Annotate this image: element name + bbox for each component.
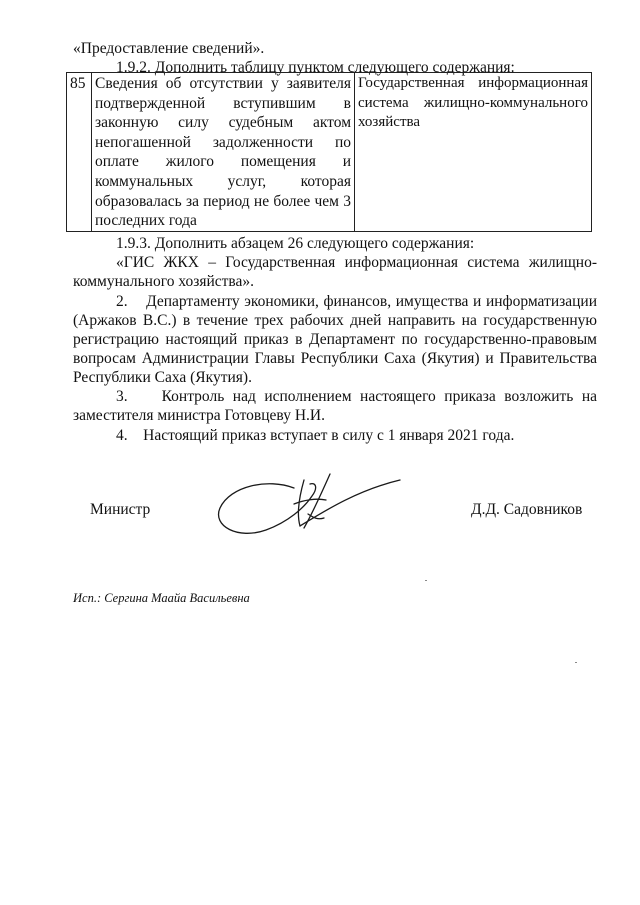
clause-2-line: 2. Департаменту экономики, финансов, имущества и информатизации <box>116 293 597 310</box>
header-line: «Предоставление сведений». <box>73 40 265 57</box>
clause-4-line: 4. Настоящий приказ вступает в силу с 1 января 2021 года. <box>116 427 515 444</box>
item-1-9-3: 1.9.3. Дополнить абзацем 26 следующего содержания: <box>116 235 475 252</box>
description-line: законную силу судебным актом <box>95 114 351 132</box>
description-line: образовалась за период не более чем 3 <box>95 192 351 210</box>
clause-3-line: 3. Контроль над исполнением настоящего приказа возложить на <box>116 388 597 405</box>
clause-2-line: (Аржаков В.С.) в течение трех рабочих дней направить на государственную <box>73 312 597 329</box>
description-line: Сведения об отсутствии у заявителя <box>95 75 351 92</box>
gis-paragraph-line: коммунального хозяйства». <box>73 273 255 290</box>
scan-speck <box>425 580 427 581</box>
signer-position: Министр <box>90 501 151 518</box>
item-1-9-2: 1.9.2. Дополнить таблицу пунктом следующего содержания: <box>116 59 515 76</box>
clause-2-line: Республики Саха (Якутия). <box>73 369 252 386</box>
clause-3-line: заместителя министра Готовцеву Н.И. <box>73 407 325 424</box>
description-line: оплате жилого помещения и <box>95 153 351 171</box>
clause-2-line: вопросам Администрации Главы Республики Саха (Якутия) и Правительства <box>73 350 597 367</box>
clause-2-line: регистрацию настоящий приказ в Департамент по государственно-правовым <box>73 331 597 348</box>
source-line: система жилищно-коммунального <box>358 94 588 111</box>
executor-note: Исп.: Сергина Маайа Васильевна <box>73 591 250 605</box>
description-line: коммунальных услуг, которая <box>95 172 351 190</box>
description-line: непогашенной задолженности по <box>95 133 351 151</box>
description-line: подтвержденной вступившим в <box>95 94 351 112</box>
description-line: последних года <box>95 212 197 230</box>
handwritten-signature-icon <box>208 470 418 550</box>
row-number: 85 <box>67 73 92 232</box>
scan-speck <box>575 662 577 663</box>
gis-paragraph-line: «ГИС ЖКХ – Государственная информационная система жилищно- <box>116 254 597 271</box>
signer-name: Д.Д. Садовников <box>471 501 583 518</box>
source-line: хозяйства <box>358 114 421 131</box>
source-line: Государственная информационная <box>358 75 588 91</box>
row-source-cell <box>355 73 592 232</box>
table-row <box>67 73 592 232</box>
row-description-cell <box>92 73 355 232</box>
data-table <box>66 72 592 232</box>
